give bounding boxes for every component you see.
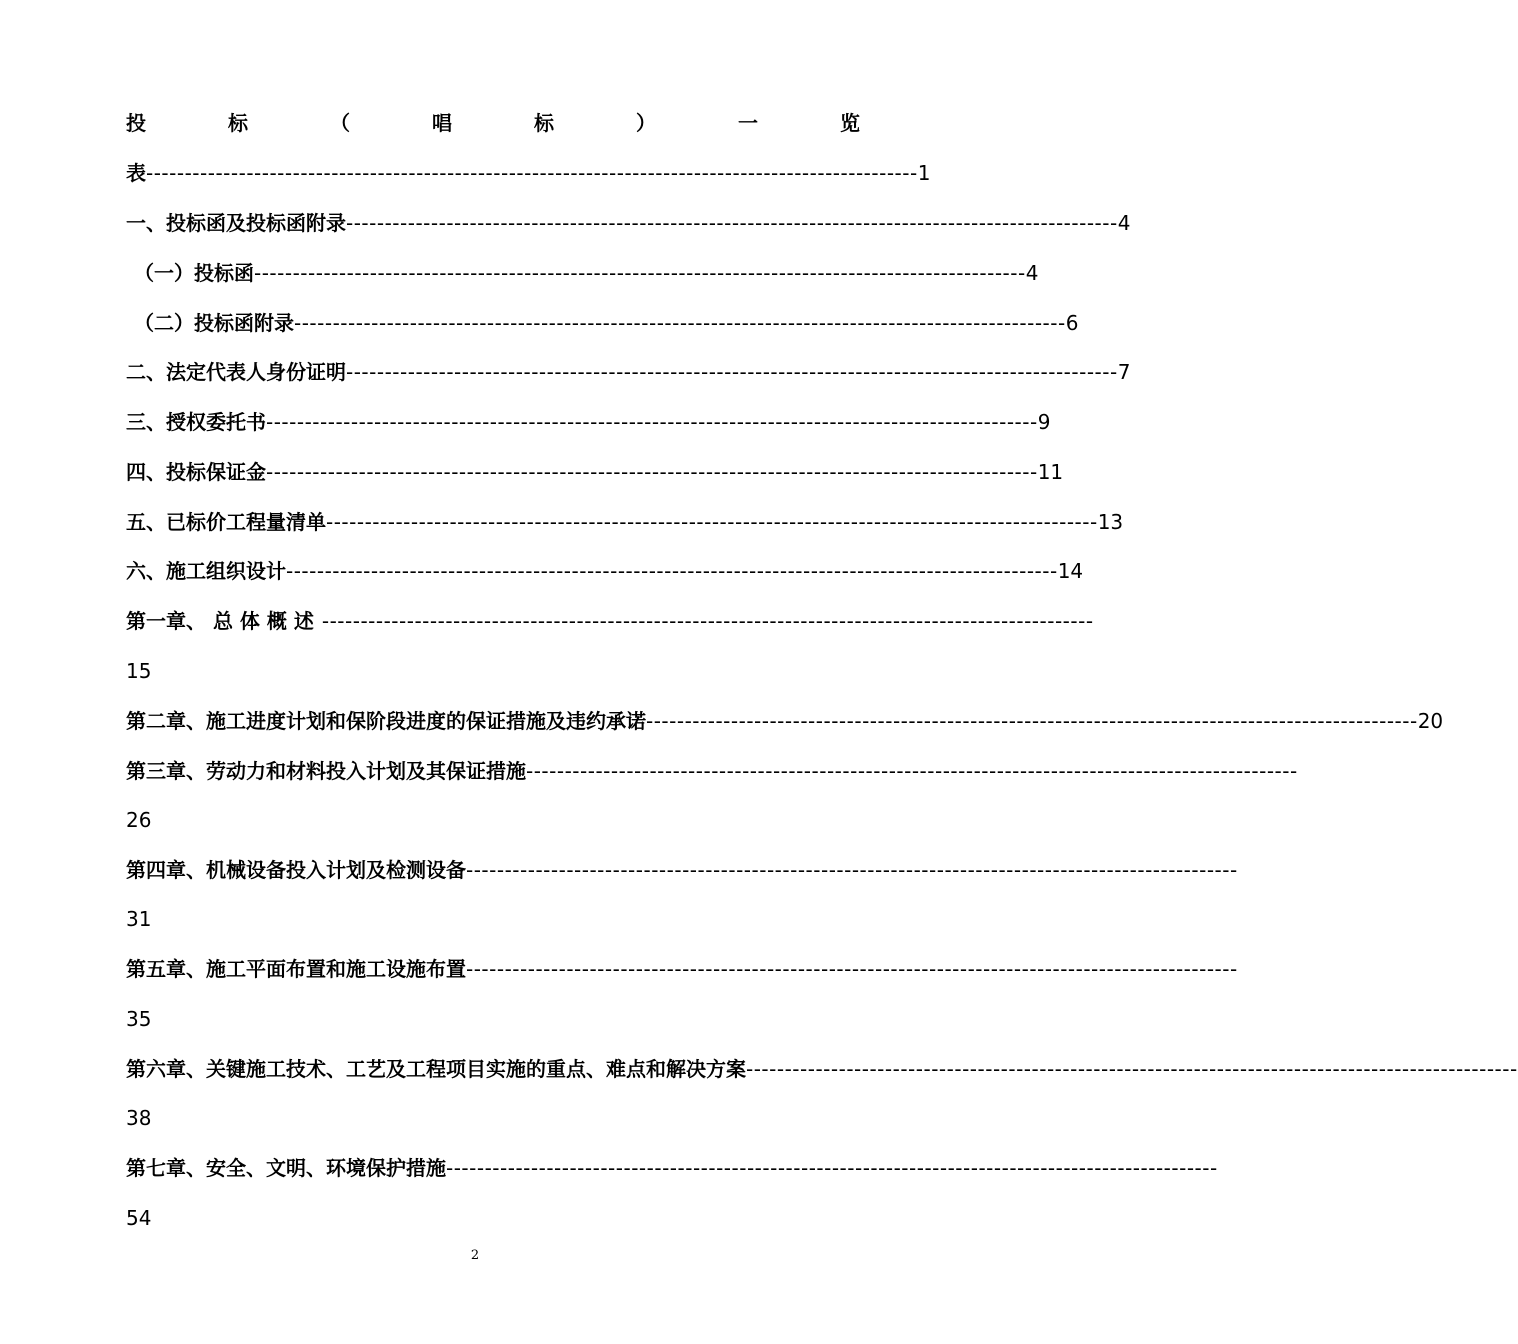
toc-entry[interactable] [126, 606, 1094, 636]
toc-entry[interactable] [126, 357, 1131, 387]
toc-entry-page: 9 [1037, 410, 1051, 434]
toc-entry-title: 六、施工组织设计 [126, 559, 286, 583]
toc-entry-page: 35 [126, 1007, 152, 1031]
heading-tail-text: 表 [126, 161, 146, 185]
leader-dots: ---------------------------------------------------------------------------------------------------- [526, 759, 1298, 783]
leader-dots: ---------------------------------------------------------------------------------------------------- [286, 559, 1058, 583]
heading-char: （ [330, 111, 350, 135]
toc-entry[interactable] [126, 457, 1064, 487]
toc-entry-title: 第六章、关键施工技术、工艺及工程项目实施的重点、难点和解决方案 [126, 1057, 746, 1081]
toc-entry-page: 7 [1117, 360, 1131, 384]
leader-dots: ---------------------------------------------------------------------------------------------------- [346, 360, 1118, 384]
leader-dots: ---------------------------------------------------------------------------------------------------- [446, 1156, 1218, 1180]
heading-char: 投 [126, 111, 146, 135]
toc-entry-page: 20 [1417, 709, 1444, 733]
leader-dots: ---------------------------------------------------------------------------------------------------- [466, 858, 1238, 882]
leader-dots: ---------------------------------------------------------------------------------------------------- [266, 410, 1038, 434]
footer-page-number: 2 [470, 1248, 480, 1263]
toc-entry[interactable] [126, 1054, 1518, 1084]
leader-dots: ---------------------------------------------------------------------------------------------------- [294, 311, 1066, 335]
toc-entry-page: 13 [1097, 510, 1124, 534]
toc-entry-page: 26 [126, 808, 152, 832]
toc-entry-page: 4 [1117, 211, 1131, 235]
leader-dots: ---------------------------------------------------------------------------------------------------- [646, 709, 1418, 733]
toc-entry[interactable] [126, 507, 1124, 537]
toc-entry-title: 第三章、劳动力和材料投入计划及其保证措施 [126, 759, 526, 783]
toc-entry[interactable] [126, 706, 1444, 736]
toc-heading-line [126, 108, 860, 138]
toc-entry-page: 14 [1057, 559, 1084, 583]
toc-entry[interactable] [126, 954, 1238, 984]
toc-entry-page: 38 [126, 1106, 152, 1130]
toc-entry-page: 11 [1037, 460, 1064, 484]
toc-entry-title: 四、投标保证金 [126, 460, 266, 484]
toc-entry[interactable] [126, 1153, 1218, 1183]
leader-dots: ---------------------------------------------------------------------------------------------------- [746, 1057, 1518, 1081]
toc-entry-page: 15 [126, 659, 152, 683]
leader-dots: ---------------------------------------------------------------------------------------------------- [326, 510, 1098, 534]
toc-entry-title: （一）投标函 [134, 261, 254, 285]
leader-dots: ---------------------------------------------------------------------------------------------------- [321, 609, 1094, 633]
heading-char: 一 [738, 111, 758, 135]
heading-char: 标 [228, 111, 248, 135]
toc-entry[interactable] [126, 308, 1079, 338]
heading-char: 标 [534, 111, 554, 135]
leader-dots: ---------------------------------------------------------------------------------------------------- [266, 460, 1038, 484]
toc-entry[interactable] [126, 756, 1298, 786]
leader-dots: ---------------------------------------------------------------------------------------------------- [466, 957, 1238, 981]
toc-entry-page: 31 [126, 907, 152, 931]
toc-heading-tail [126, 158, 931, 188]
leader-dots: ---------------------------------------------------------------------------------------------------- [146, 161, 918, 185]
toc-entry-title: 第四章、机械设备投入计划及检测设备 [126, 858, 466, 882]
leader-dots: ---------------------------------------------------------------------------------------------------- [346, 211, 1118, 235]
toc-entry-title: （二）投标函附录 [134, 311, 294, 335]
toc-entry-title: 一、投标函及投标函附录 [126, 211, 346, 235]
toc-entry[interactable] [126, 556, 1084, 586]
toc-entry[interactable] [126, 208, 1131, 238]
toc-entry-title: 第五章、施工平面布置和施工设施布置 [126, 957, 466, 981]
toc-entry-page: 4 [1025, 261, 1039, 285]
toc-entry[interactable] [126, 258, 1039, 288]
toc-entry-title: 第一章、 总 体 概 述 [126, 609, 314, 633]
toc-entry[interactable] [126, 855, 1238, 885]
toc-entry-title: 第二章、施工进度计划和保阶段进度的保证措施及违约承诺 [126, 709, 646, 733]
toc-entry-page: 54 [126, 1206, 152, 1230]
heading-char: 览 [840, 111, 860, 135]
toc-entry-title: 二、法定代表人身份证明 [126, 360, 346, 384]
heading-char: ） [636, 111, 656, 135]
heading-page-number: 1 [917, 161, 931, 185]
toc-entry[interactable] [126, 407, 1051, 437]
leader-dots: ---------------------------------------------------------------------------------------------------- [254, 261, 1026, 285]
toc-entry-title: 第七章、安全、文明、环境保护措施 [126, 1156, 446, 1180]
heading-char: 唱 [432, 111, 452, 135]
toc-entry-title: 五、已标价工程量清单 [126, 510, 326, 534]
toc-entry-page: 6 [1065, 311, 1079, 335]
toc-entry-title: 三、授权委托书 [126, 410, 266, 434]
